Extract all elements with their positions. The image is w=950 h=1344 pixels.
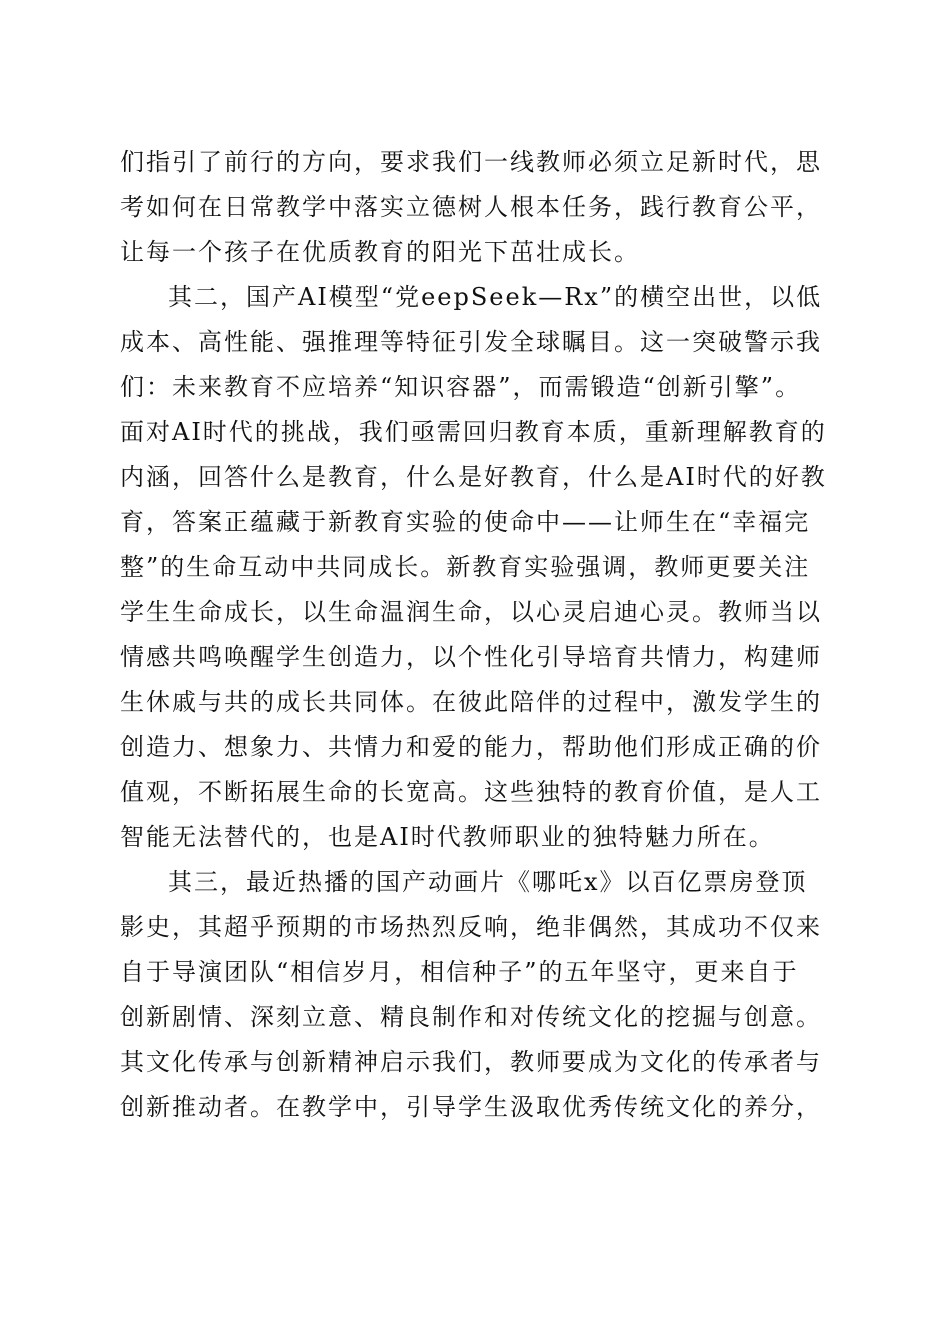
text-line: 让每一个孩子在优质教育的阳光下茁壮成长。 [120,238,640,266]
text-line: 整”的生命互动中共同成长。新教育实验强调，教师更要关注 [120,553,811,581]
text-line: 们：未来教育不应培养“知识容器”，而需锻造“创新引擎”。 [120,373,802,401]
text-line: 考如何在日常教学中落实立德树人根本任务，践行教育公平， [120,193,822,221]
text-line: 内涵，回答什么是教育，什么是好教育，什么是AI时代的好教 [120,463,827,491]
text-line: 其文化传承与创新精神启示我们，教师要成为文化的传承者与 [120,1048,822,1076]
text-line: 值观，不断拓展生命的长宽高。这些独特的教育价值，是人工 [120,778,822,806]
text-line: 情感共鸣唤醒学生创造力，以个性化引导培育共情力，构建师 [120,643,822,671]
text-line: 自于导演团队“相信岁月，相信种子”的五年坚守，更来自于 [120,958,799,986]
text-line: 智能无法替代的，也是AI时代教师职业的独特魅力所在。 [120,823,775,851]
text-line: 们指引了前行的方向，要求我们一线教师必须立足新时代，思 [120,148,822,176]
paragraph-start-line: 其三，最近热播的国产动画片《哪吒x》以百亿票房登顶 [168,868,808,896]
text-line: 学生生命成长，以生命温润生命，以心灵启迪心灵。教师当以 [120,598,822,626]
text-line: 生休戚与共的成长共同体。在彼此陪伴的过程中，激发学生的 [120,688,822,716]
text-line: 创新推动者。在教学中，引导学生汲取优秀传统文化的养分， [120,1093,822,1121]
paragraph-start-line: 其二，国产AI模型“党eepSeek—Rx”的横空出世，以低 [168,283,823,311]
text-line: 创造力、想象力、共情力和爱的能力，帮助他们形成正确的价 [120,733,822,761]
text-line: 成本、高性能、强推理等特征引发全球瞩目。这一突破警示我 [120,328,822,356]
text-line: 育，答案正蕴藏于新教育实验的使命中——让师生在“幸福完 [120,508,811,536]
text-line: 创新剧情、深刻立意、精良制作和对传统文化的挖掘与创意。 [120,1003,822,1031]
text-line: 面对AI时代的挑战，我们亟需回归教育本质，重新理解教育的 [120,418,827,446]
text-line: 影史，其超乎预期的市场热烈反响，绝非偶然，其成功不仅来 [120,913,822,941]
